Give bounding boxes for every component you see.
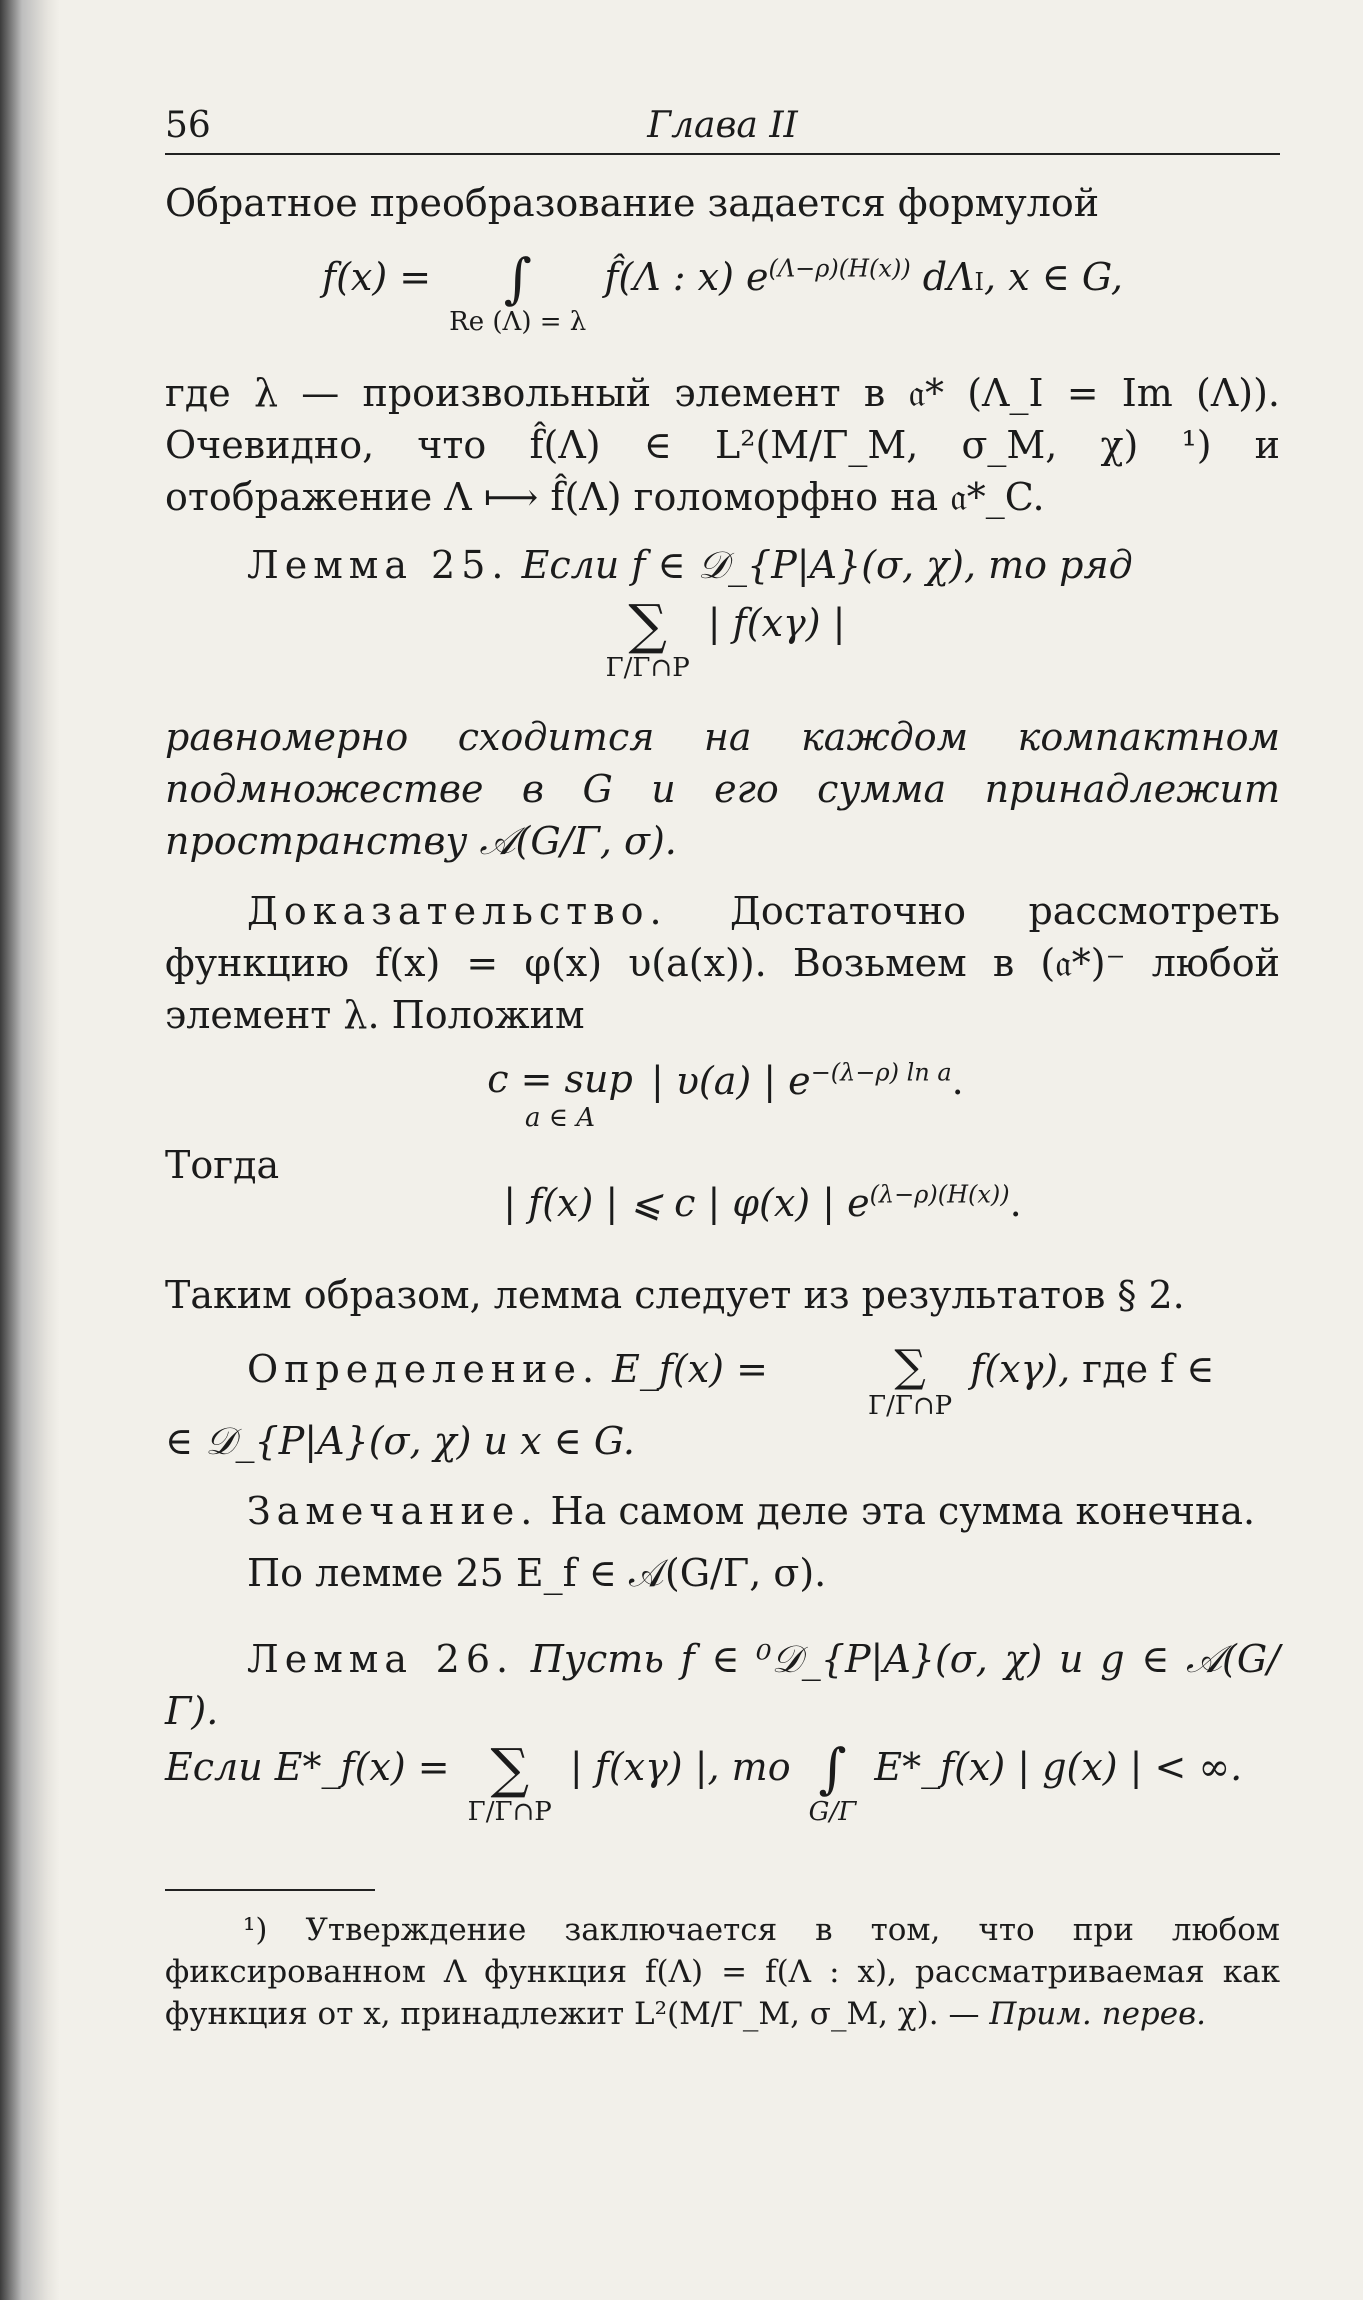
remark-line-2: По лемме 25 E_f ∈ 𝒜(G/Γ, σ).: [247, 1551, 827, 1595]
running-header: [165, 95, 1280, 155]
formula-c-sup: c = sup a ∈ A | υ(a) | $e^{-(\lambda-\rho) ln a}$.: [487, 1057, 964, 1133]
lemma-25-conclusion: равномерно сходится на каждом компактном подмножестве в G и его сумма принадлежит пространству 𝒜(G/Γ, σ).: [165, 715, 1280, 863]
then-word: Тогда: [165, 1143, 280, 1187]
lemma-25-series: ∑ Γ/Γ∩P | f(xγ) |: [605, 593, 846, 683]
definition-line-2: ∈ 𝒟_{P|A}(σ, χ) и x ∈ G.: [165, 1419, 635, 1463]
definition-statement: Определение. E_f(x) = ∑ Γ/Γ∩P f(xγ), где f ∈: [247, 1341, 1215, 1421]
book-page: [165, 95, 1280, 2245]
estimate-inequality: | f(x) | ⩽ c | φ(x) | $e^{(\lambda-\rho)(H(x))}$.: [503, 1180, 1022, 1225]
lemma-26-statement: Лемма 26. Пусть f ∈ ⁰𝒟_{P|A}(σ, χ) и g ∈ 𝒜(G/Γ).: [165, 1637, 1280, 1733]
remark-statement: Замечание. На самом деле эта сумма конечна.: [247, 1489, 1256, 1533]
inverse-formula: f(x) = ∫ Re (Λ) = λ f̂(Λ : x) $e^{(\Lambda-\rho)(H(x))}$ dΛI, x ∈ G,: [322, 247, 1123, 337]
footnote-rule: [165, 1889, 375, 1891]
chapter-title: Глава II: [647, 105, 798, 146]
proof-paragraph: Доказательство. Достаточно рассмотреть функцию f(x) = φ(x) υ(a(x)). Возьмем в (𝔞*)⁻ любой элемент λ. Положим: [165, 889, 1280, 1037]
book-gutter-edge: [0, 0, 60, 2300]
integral-over-re-lambda: ∫ Re (Λ) = λ: [449, 247, 587, 337]
lemma-26-condition: Если E*_f(x) = ∑ Γ/Γ∩P | f(xγ) |, то ∫ G/Γ E*_f(x) | g(x) | < ∞.: [165, 1737, 1243, 1827]
where-paragraph: где λ — произвольный элемент в 𝔞* (Λ_I = Im (Λ)). Очевидно, что f̂(Λ) ∈ L²(M/Γ_M, σ_M, χ) ¹) и отображение Λ ⟼ f̂(Λ) голоморфно на 𝔞*_C.: [165, 371, 1280, 519]
proof-conclusion: Таким образом, лемма следует из результатов § 2.: [165, 1273, 1185, 1317]
footnote: ¹) Утверждение заключается в том, что при любом фиксированном Λ функция f(Λ) = f(Λ : x), рассматриваемая как функция от x, принадлежит L²(M/Γ_M, σ_M, χ). — Прим. перев.: [165, 1912, 1280, 2032]
page-number: 56: [165, 105, 211, 146]
intro-sentence: Обратное преобразование задается формулой: [165, 181, 1100, 225]
lemma-25-statement: Лемма 25. Если f ∈ 𝒟_{P|A}(σ, χ), то ряд: [247, 543, 1133, 587]
